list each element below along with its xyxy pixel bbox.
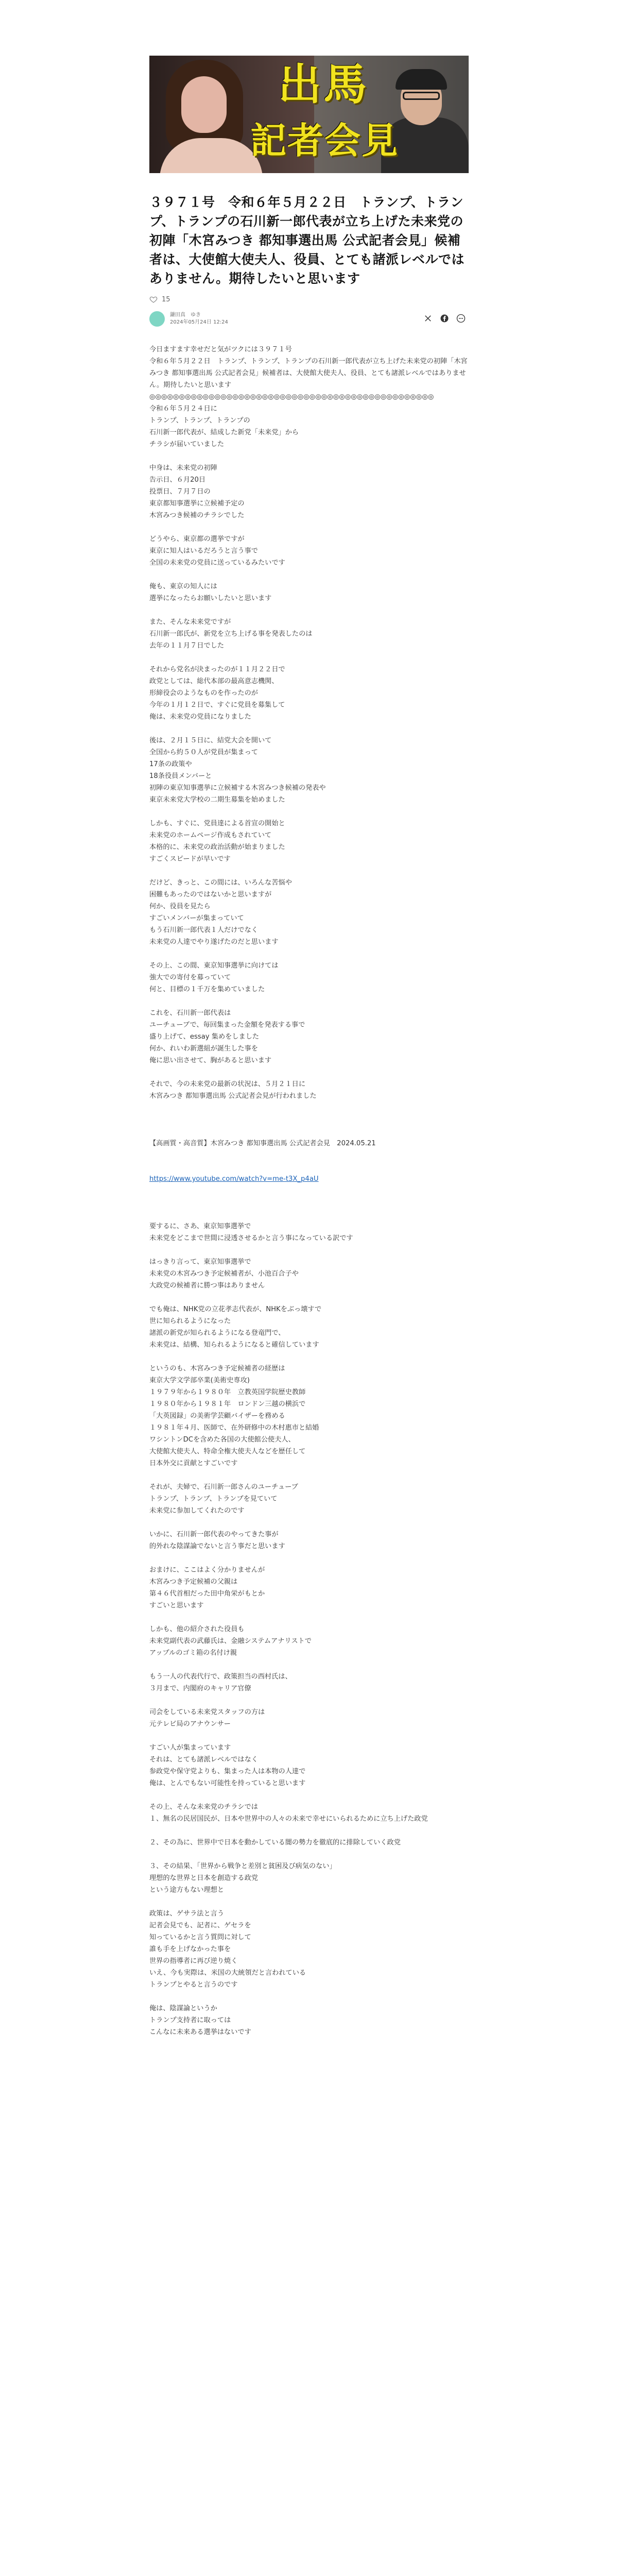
author-row — [149, 310, 469, 328]
paragraph: しかも、すぐに、党員達による首宣の開始と 未来党のホームページ作成もされていて 本格的に、未来党の政治活動が始まりました すごくスピードが早いです — [149, 820, 285, 863]
avatar[interactable] — [149, 311, 165, 327]
paragraph: ３、その結果、「世界から戦争と差別と貧困及び病気のない」 理想的な世界と日本を創造する政党 という途方もない理想と — [149, 1862, 336, 1894]
paragraph: それが、夫婦で、石川新一郎さんのユーチューブ トランプ、トランプ、トランプを見ていて 未来党に参加してくれたのです — [149, 1483, 298, 1515]
video-title: 【高画質・高音質】木宮みつき 都知事選出馬 公式記者会見 2024.05.21 — [149, 1140, 376, 1147]
video-link-block — [149, 1114, 469, 1209]
paragraph: これを、石川新一郎代表は ユーチューブで、毎回集まった金額を発表する事で 盛り上げて、essay 集めをしました 何か、れいわ新選組が誕生した事を 俺に思い出させて、胸があると思います — [149, 1009, 305, 1064]
paragraph: 要するに、さあ、東京知事選挙で 未来党をどこまで世間に浸透させるかと言う事になっている訳です — [149, 1223, 353, 1242]
paragraph: ２、その為に、世界中で日本を動かしている闇の勢力を徹底的に排除していく政党 — [149, 1839, 401, 1846]
paragraph: 中身は、未来党の初陣 告示日、６月20日 投票日、７月７日の 東京都知事選挙に立候補予定の 木宮みつき候補のチラシでした — [149, 464, 245, 519]
paragraph: 今日ますます幸せだと気がツクには３９７１号 令和６年５月２２日 トランプ、トランプ、トランプの石川新一郎代表が立ち上げた未来党の初陣「木宮みつき 都知事選出馬 公式記者会見」候補者は、大使館大使夫人、役員、とても諸派レベルではありません。期待したいと思います ◎◎◎◎◎◎◎◎◎◎◎◎◎◎◎◎◎◎◎◎◎◎◎◎◎◎◎◎◎◎◎◎◎◎◎◎◎◎◎◎◎◎◎◎◎◎◎◎ 令和６年５月２４日に トランプ、トランプ、トランプの 石川新一郎代表が、結成した新党「未来党」から チラシが届いていました — [149, 346, 468, 448]
man-glasses — [403, 92, 440, 100]
paragraph: その上、そんな未来党のチラシでは １、無名の民居国民が、日本や世界中の人々の未来で幸せにいられるために立ち上げた政党 — [149, 1803, 428, 1823]
paragraph: 後は、２月１５日に、結党大会を開いて 全国から約５０人が党員が集まって 17条の政策や 18条役員メンバーと 初陣の東京知事選挙に立候補する木宮みつき候補の発表や 東京未来党大学校の二期生募集を始めました — [149, 737, 326, 804]
article-column — [149, 56, 469, 2038]
x-share-icon[interactable] — [423, 314, 433, 323]
paragraph: というのも、木宮みつき予定候補者の経歴は 東京大学文学部卒業(美術史専攻) １９７９年から１９８０年 立教英国学院歴史教師 １９８０年から１９８１年 ロンドン三越の横浜で 「大英図録」の美術学芸顧バイザーを務める １９８１年４月、医師で、在外研修中の木村惠市と結婚 ワシントンDCを含めた各国の大使館公使夫人、 大使館大使夫人、特命全権大使夫人などを歴任して 日本外交に貢献とすごいです — [149, 1365, 319, 1467]
paragraph: すごい人が集まっています それは、とても諸派レベルではなく 参政党や保守党よりも、集まった人は本物の人達で 俺は、とんでもない可能性を持っていると思います — [149, 1744, 306, 1787]
facebook-share-icon[interactable] — [440, 314, 449, 323]
hero-image — [149, 56, 469, 173]
paragraph: 司会をしている未来党スタッフの方は 元テレビ局のアナウンサー — [149, 1708, 265, 1728]
paragraph: でも俺は、NHK党の立花孝志代表が、NHKをぶっ壊すで 世に知られるようになった 諸派の新党が知られるようになる登竜門で、 未来党は、結構、知られるようになると確信しています — [149, 1306, 322, 1349]
post-date: 2024年05月24日 12:24 — [170, 319, 228, 325]
paragraph: もう一人の代表代行で、政策担当の西村氏は、 ３月まで、内閣府のキャリア官僚 — [149, 1673, 292, 1692]
hero-title-line2: 記者会見 — [250, 119, 399, 162]
video-url-link[interactable]: https://www.youtube.com/watch?v=me-t3X_p4aU — [149, 1175, 319, 1183]
paragraph: しかも、他の紹介された役員も 未来党副代表の武藤氏は、金融システムアナリストで アップルのゴミ箱の名付け親 — [149, 1625, 312, 1657]
paragraph: おまけに、ここはよく分かりませんが 木宮みつき予定候補の父親は 第４６代首相だった田中角栄がもとか すごいと思います — [149, 1566, 265, 1609]
man-cap — [396, 69, 447, 90]
paragraph: その上、この間、東京知事選挙に向けては 強大での寄付を募っていて 何と、目標の１千万を集めていました — [149, 962, 279, 993]
author-name[interactable]: 鎌田真 ゆき — [170, 312, 201, 318]
paragraph: 政策は、ゲサラ法と言う 記者会見でも、記者に、ゲセラを 知っているかと言う質問に対して 誰も手を上げなかった事を 世界の指導者に再び逆り焼く いえ、今も実際は、米国の大統領だと言われている トランプとやると言うのです — [149, 1910, 306, 1989]
like-count: 15 — [162, 295, 170, 303]
paragraph: 俺も、東京の知人には 選挙になったらお願いしたいと思います — [149, 583, 272, 602]
paragraph: それで、今の未来党の最新の状況は、５月２１日に 木宮みつき 都知事選出馬 公式記者会見が行われました — [149, 1080, 317, 1100]
heart-icon[interactable] — [149, 295, 158, 303]
likes-row — [149, 295, 469, 303]
paragraph: いかに、石川新一郎代表のやってきた事が 的外れな陰謀論でないと言う事だと思います — [149, 1531, 285, 1550]
author-meta — [170, 312, 228, 326]
paragraph: また、そんな未来党ですが 石川新一郎氏が、新党を立ち上げる事を発表したのは 去年の１１月７日でした — [149, 618, 313, 650]
hero-title-line1: 出馬 — [278, 59, 369, 110]
article-body — [149, 344, 469, 2038]
more-options-icon[interactable] — [456, 314, 466, 323]
paragraph: はっきり言って、東京知事選挙で 未来党の木宮みつき予定候補者が、小池百合子や 大政党の候補者に勝つ事はありません — [149, 1258, 299, 1290]
paragraph: だけど、きっと、この間には、いろんな苦悩や 困難もあったのではないかと思いますが 何か、役員を見たら すごいメンバーが集まっていて もう石川新一郎代表１人だけでなく 未来党の人達でやり遂げたのだと思います — [149, 879, 292, 946]
paragraph: 俺は、陰謀論というか トランプ支持者に取っては こんなに未来ある選挙はないです — [149, 2005, 251, 2036]
paragraph: それから党名が決まったのが１１月２２日で 政党としては、総代本部の最高意志機関、 形締役会のようなものを作ったのが 今年の１月１２日で、すぐに党員を募集して 俺は、未来党の党員になりました — [149, 666, 285, 721]
post-title: ３９７１号 令和６年５月２２日 トランプ、トランプ、トランプの石川新一郎代表が立ち上げた未来党の初陣「木宮みつき 都知事選出馬 公式記者会見」候補者は、大使館大使夫人、役員、とても諸派レベルではありません。期待したいと思います — [149, 195, 465, 286]
paragraph: どうやら、東京都の選挙ですが 東京に知人はいるだろうと言う事で 全国の未来党の党員に送っているみたいです — [149, 535, 285, 567]
woman-face — [181, 76, 227, 133]
share-icons — [423, 314, 466, 323]
